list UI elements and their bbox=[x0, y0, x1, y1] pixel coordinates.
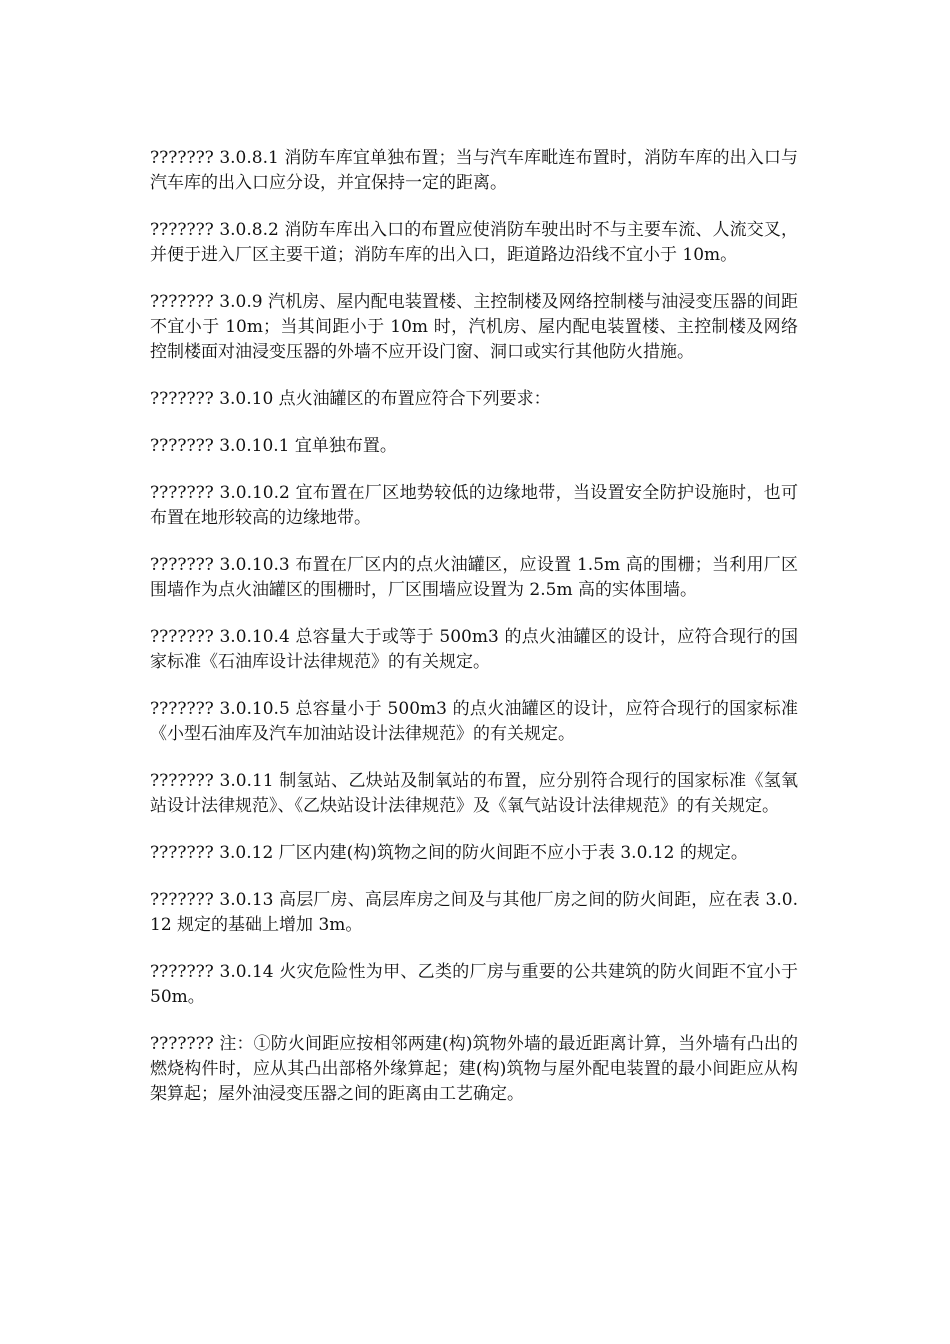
paragraph-3-0-10-4: ??????? 3.0.10.4 总容量大于或等于 500m3 的点火油罐区的设计，应符合现行的国家标准《石油库设计法律规范》的有关规定。 bbox=[150, 627, 798, 672]
paragraph-3-0-10-1: ??????? 3.0.10.1 宜单独布置。 bbox=[150, 436, 397, 456]
paragraph-3-0-10-2: ??????? 3.0.10.2 宜布置在厂区地势较低的边缘地带，当设置安全防护设施时，也可布置在地形较高的边缘地带。 bbox=[150, 483, 798, 528]
paragraph-3-0-14: ??????? 3.0.14 火灾危险性为甲、乙类的厂房与重要的公共建筑的防火间距不宜小于 50m。 bbox=[150, 962, 798, 1007]
paragraph-3-0-10-3: ??????? 3.0.10.3 布置在厂区内的点火油罐区，应设置 1.5m 高的围栅；当利用厂区围墙作为点火油罐区的围栅时，厂区围墙应设置为 2.5m 高的实体围墙。 bbox=[150, 555, 798, 600]
paragraph-3-0-8-2: ??????? 3.0.8.2 消防车库出入口的布置应使消防车驶出时不与主要车流、人流交叉，并便于进入厂区主要干道；消防车库的出入口，距道路边沿线不宜小于 10m。 bbox=[150, 220, 798, 265]
document-body bbox=[150, 146, 798, 1129]
paragraph-3-0-13: ??????? 3.0.13 高层厂房、高层库房之间及与其他厂房之间的防火间距，应在表 3.0.12 规定的基础上增加 3m。 bbox=[150, 890, 798, 935]
paragraph-3-0-10-5: ??????? 3.0.10.5 总容量小于 500m3 的点火油罐区的设计，应符合现行的国家标准《小型石油库及汽车加油站设计法律规范》的有关规定。 bbox=[150, 699, 798, 744]
paragraph-3-0-8-1: ??????? 3.0.8.1 消防车库宜单独布置；当与汽车库毗连布置时，消防车库的出入口与汽车库的出入口应分设，并宜保持一定的距离。 bbox=[150, 148, 798, 193]
paragraph-3-0-9: ??????? 3.0.9 汽机房、屋内配电装置楼、主控制楼及网络控制楼与油浸变压器的间距不宜小于 10m；当其间距小于 10m 时，汽机房、屋内配电装置楼、主控制楼及网络控制楼面对油浸变压器的外墙不应开设门窗、洞口或实行其他防火措施。 bbox=[150, 292, 798, 362]
paragraph-3-0-10: ??????? 3.0.10 点火油罐区的布置应符合下列要求： bbox=[150, 389, 551, 409]
paragraph-note: ??????? 注：①防火间距应按相邻两建(构)筑物外墙的最近距离计算，当外墙有凸出的燃烧构件时，应从其凸出部格外缘算起；建(构)筑物与屋外配电装置的最小间距应从构架算起；屋外油浸变压器之间的距离由工艺确定。 bbox=[150, 1034, 798, 1104]
paragraph-3-0-11: ??????? 3.0.11 制氢站、乙炔站及制氧站的布置，应分别符合现行的国家标准《氢氧站设计法律规范》、《乙炔站设计法律规范》及《氧气站设计法律规范》的有关规定。 bbox=[150, 771, 798, 816]
paragraph-3-0-12: ??????? 3.0.12 厂区内建(构)筑物之间的防火间距不应小于表 3.0.12 的规定。 bbox=[150, 843, 748, 863]
